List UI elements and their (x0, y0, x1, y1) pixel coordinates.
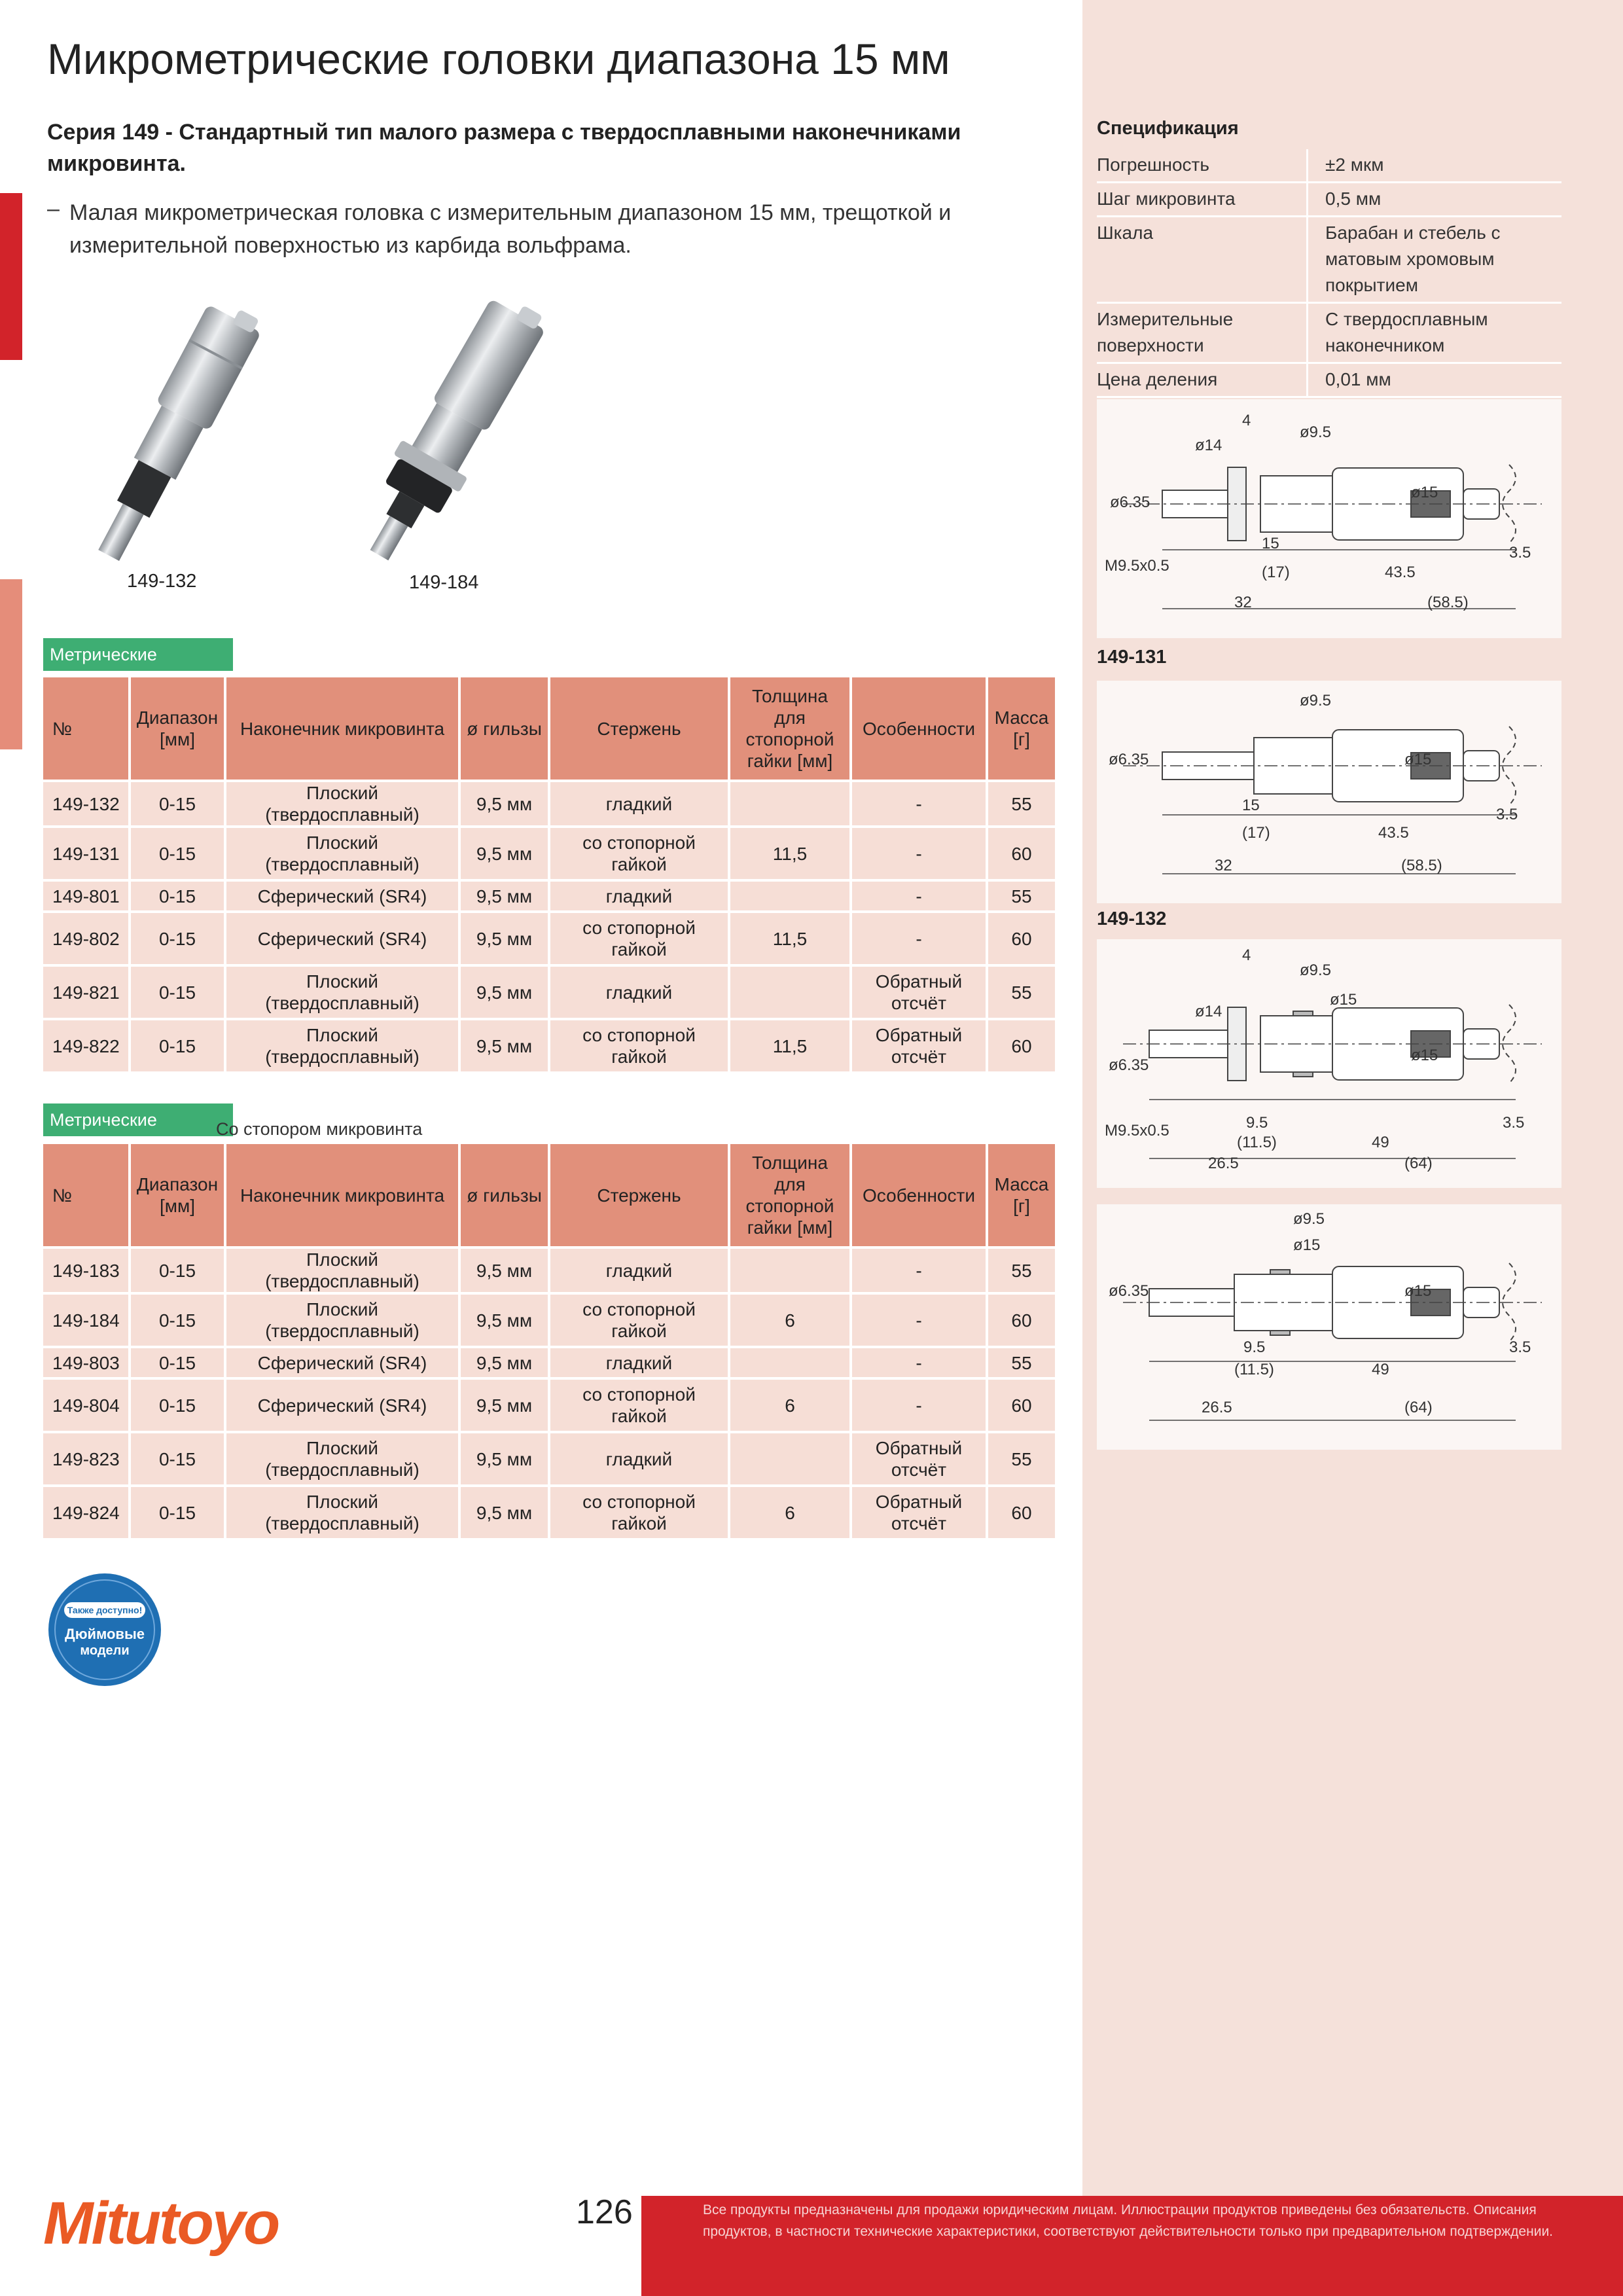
spec-value: 0,01 мм (1308, 363, 1562, 397)
table-cell: Плоский (твердосплавный) (226, 1433, 461, 1487)
table-cell: 9,5 мм (461, 1487, 550, 1541)
order-number-cell: 149-803 (43, 1348, 131, 1380)
table-cell: 9,5 мм (461, 1249, 550, 1295)
table-cell: 9,5 мм (461, 1433, 550, 1487)
table-cell: 0-15 (131, 882, 226, 913)
badge-line-2: Дюймовые (65, 1626, 145, 1642)
table-cell: Обратный отсчёт (852, 1020, 988, 1074)
spec-heading: Спецификация (1097, 118, 1239, 139)
spec-key: Погрешность (1097, 149, 1308, 183)
bullet-dash: – (47, 196, 60, 221)
order-number-cell: 149-801 (43, 882, 131, 913)
table-cell: 55 (988, 1249, 1058, 1295)
technical-drawing (1097, 1204, 1561, 1450)
table-cell: со стопорной гайкой (550, 913, 730, 967)
table-cell: 55 (988, 1433, 1058, 1487)
dimension-label: 43.5 (1378, 824, 1409, 842)
order-number-cell: 149-821 (43, 967, 131, 1020)
column-header: № (43, 677, 131, 782)
spec-value: 0,5 мм (1308, 183, 1562, 217)
table-cell: гладкий (550, 1348, 730, 1380)
badge-line-1: Также доступно! (67, 1605, 143, 1615)
dimension-label: ø14 (1195, 1003, 1222, 1020)
table-cell: - (852, 1249, 988, 1295)
dimension-label: 3.5 (1509, 1338, 1531, 1356)
table-cell: Обратный отсчёт (852, 967, 988, 1020)
table-cell: Сферический (SR4) (226, 1348, 461, 1380)
technical-drawing (1097, 399, 1561, 638)
spec-table (1097, 149, 1561, 398)
dimension-label: ø15 (1293, 1236, 1321, 1254)
table-cell: - (852, 913, 988, 967)
column-header: Масса [г] (988, 1144, 1058, 1249)
order-number-cell: 149-804 (43, 1380, 131, 1433)
dimension-label: ø6.35 (1109, 1056, 1149, 1074)
order-number-cell: 149-822 (43, 1020, 131, 1074)
series-title: Серия 149 - Стандартный тип малого размера с твердосплавными наконечниками микровинта. (47, 120, 961, 176)
column-header: Диапазон [мм] (131, 677, 226, 782)
dimension-label: M9.5x0.5 (1105, 557, 1169, 575)
column-header: Стержень (550, 677, 730, 782)
dimension-label: ø9.5 (1300, 692, 1332, 709)
table-cell: 60 (988, 1295, 1058, 1348)
product-table-2 (43, 1144, 1058, 1541)
dimension-label: 26.5 (1202, 1399, 1232, 1416)
dimension-label: 3.5 (1496, 806, 1518, 823)
table-cell: 0-15 (131, 1433, 226, 1487)
table-row (43, 1433, 1058, 1487)
product-table-1 (43, 677, 1058, 1074)
table-cell: 9,5 мм (461, 1348, 550, 1380)
spec-key: Цена деления (1097, 363, 1308, 397)
dimension-label: ø15 (1404, 751, 1432, 768)
table-cell: Плоский (твердосплавный) (226, 782, 461, 828)
footer-disclaimer: Все продукты предназначены для продажи юридическим лицам. Иллюстрации продуктов приведены без обязательств. Описания продуктов, в частности технические характеристики, соответствуют действительности только при предварительном подтверждении. (703, 2202, 1554, 2239)
table-cell: 55 (988, 782, 1058, 828)
column-header: № (43, 1144, 131, 1249)
dimension-label: 15 (1262, 535, 1279, 552)
table-row (43, 782, 1058, 828)
table-row (43, 1295, 1058, 1348)
dimension-label: 32 (1234, 594, 1252, 611)
table-cell (730, 882, 852, 913)
product-photo-149-132 (46, 293, 288, 568)
dimension-label: (11.5) (1237, 1134, 1277, 1151)
dimension-label: 26.5 (1208, 1155, 1239, 1172)
table-cell: 0-15 (131, 1348, 226, 1380)
dimension-label: ø9.5 (1300, 961, 1332, 979)
salmon-accent-bar (0, 579, 22, 749)
table-cell (730, 1433, 852, 1487)
table-cell (730, 1249, 852, 1295)
dimension-label: ø15 (1330, 991, 1357, 1009)
table-cell: 11,5 (730, 1020, 852, 1074)
table-cell: 60 (988, 1020, 1058, 1074)
table-cell: Плоский (твердосплавный) (226, 1020, 461, 1074)
dimension-label: 49 (1372, 1361, 1389, 1378)
dimension-label: 9.5 (1243, 1338, 1266, 1356)
table-cell: - (852, 1380, 988, 1433)
table-row (43, 913, 1058, 967)
table-cell: 60 (988, 828, 1058, 882)
column-header: Наконечник микровинта (226, 1144, 461, 1249)
dimension-label: 9.5 (1246, 1114, 1268, 1132)
table-cell: 60 (988, 1487, 1058, 1541)
description: Малая микрометрическая головка с измерительным диапазоном 15 мм, трещоткой и измерительной поверхностью из карбида вольфрама. (69, 200, 952, 258)
table-header-row (43, 677, 1058, 782)
table-cell: со стопорной гайкой (550, 1295, 730, 1348)
table-cell: - (852, 828, 988, 882)
drawing-label: 149-132 (1097, 908, 1167, 929)
spec-row (1097, 183, 1561, 217)
order-number-cell: 149-824 (43, 1487, 131, 1541)
drawing-label: 149-131 (1097, 647, 1167, 668)
table-cell: Плоский (твердосплавный) (226, 828, 461, 882)
table-row (43, 1249, 1058, 1295)
table-cell: гладкий (550, 882, 730, 913)
table-cell: 9,5 мм (461, 882, 550, 913)
table-row (43, 1487, 1058, 1541)
table-cell: - (852, 1348, 988, 1380)
spec-row (1097, 303, 1561, 363)
column-header: Наконечник микровинта (226, 677, 461, 782)
table-tag-metric: Метрические (43, 1103, 233, 1136)
column-header: Толщина для стопорной гайки [мм] (730, 677, 852, 782)
order-number-cell: 149-802 (43, 913, 131, 967)
dimension-label: ø14 (1195, 437, 1222, 454)
spec-row (1097, 363, 1561, 397)
photo-label: 149-184 (409, 572, 479, 593)
mitutoyo-logo: Mitutoyo (43, 2190, 279, 2257)
spec-value: С твердосплавным наконечником (1308, 303, 1562, 363)
dimension-label: (64) (1404, 1155, 1433, 1172)
table-cell (730, 1348, 852, 1380)
dimension-label: ø9.5 (1293, 1210, 1325, 1228)
table-cell: 0-15 (131, 782, 226, 828)
column-header: Особенности (852, 1144, 988, 1249)
dimension-label: ø6.35 (1110, 493, 1150, 511)
table-cell: гладкий (550, 1249, 730, 1295)
order-number-cell: 149-823 (43, 1433, 131, 1487)
dimension-label: 3.5 (1503, 1114, 1525, 1132)
order-number-cell: 149-184 (43, 1295, 131, 1348)
table-cell: 55 (988, 882, 1058, 913)
dimension-label: 32 (1215, 857, 1232, 874)
dimension-label: 49 (1372, 1134, 1389, 1151)
table-row (43, 1020, 1058, 1074)
badge-line-3: модели (80, 1643, 130, 1658)
column-header: Диапазон [мм] (131, 1144, 226, 1249)
dimension-label: ø15 (1404, 1282, 1432, 1300)
column-header: Толщина для стопорной гайки [мм] (730, 1144, 852, 1249)
table-cell: Сферический (SR4) (226, 882, 461, 913)
table-cell: 0-15 (131, 1295, 226, 1348)
spec-key: Измерительные поверхности (1097, 303, 1308, 363)
table-cell: Плоский (твердосплавный) (226, 1295, 461, 1348)
table-cell: 0-15 (131, 1487, 226, 1541)
table-cell: 9,5 мм (461, 1020, 550, 1074)
dimension-label: 3.5 (1509, 544, 1531, 562)
dimension-label: (58.5) (1427, 594, 1469, 611)
table-cell: Сферический (SR4) (226, 1380, 461, 1433)
table-cell: со стопорной гайкой (550, 1380, 730, 1433)
dimension-label: 43.5 (1385, 564, 1416, 581)
table-cell: - (852, 882, 988, 913)
table-cell: 11,5 (730, 828, 852, 882)
table-cell: Плоский (твердосплавный) (226, 1249, 461, 1295)
dimension-label: (58.5) (1401, 857, 1442, 874)
table-cell: 9,5 мм (461, 1295, 550, 1348)
dimension-label: (17) (1262, 564, 1290, 581)
table-cell: Обратный отсчёт (852, 1433, 988, 1487)
table-cell: Плоский (твердосплавный) (226, 967, 461, 1020)
dimension-label: 15 (1242, 797, 1260, 814)
dimension-label: ø6.35 (1109, 1282, 1149, 1300)
table-cell: 6 (730, 1487, 852, 1541)
table-row (43, 1380, 1058, 1433)
spec-value: Барабан и стебель с матовым хромовым покрытием (1308, 217, 1562, 303)
table-cell: 9,5 мм (461, 913, 550, 967)
table-row (43, 828, 1058, 882)
table-row (43, 967, 1058, 1020)
table-cell: 55 (988, 1348, 1058, 1380)
red-accent-bar (0, 193, 22, 360)
table-cell (730, 782, 852, 828)
table-cell: - (852, 782, 988, 828)
dimension-label: (17) (1242, 824, 1270, 842)
table-row (43, 882, 1058, 913)
page-title: Микрометрические головки диапазона 15 мм (47, 35, 950, 83)
table-cell: 55 (988, 967, 1058, 1020)
column-header: ø гильзы (461, 1144, 550, 1249)
table-cell: 0-15 (131, 828, 226, 882)
dimension-label: M9.5x0.5 (1105, 1122, 1169, 1139)
table-cell: Плоский (твердосплавный) (226, 1487, 461, 1541)
table-cell: гладкий (550, 967, 730, 1020)
table-cell: 0-15 (131, 1249, 226, 1295)
table-cell: 0-15 (131, 913, 226, 967)
dimension-label: ø15 (1411, 1047, 1438, 1064)
table-cell: 6 (730, 1295, 852, 1348)
table-cell: 6 (730, 1380, 852, 1433)
column-header: Стержень (550, 1144, 730, 1249)
table-cell: 9,5 мм (461, 782, 550, 828)
table-note: Со стопором микровинта (216, 1119, 423, 1139)
technical-drawing (1097, 939, 1561, 1188)
table-cell: 0-15 (131, 1380, 226, 1433)
spec-key: Шаг микровинта (1097, 183, 1308, 217)
dimension-label: 4 (1242, 946, 1251, 964)
table-cell (730, 967, 852, 1020)
dimension-label: 4 (1242, 412, 1251, 429)
spec-row (1097, 217, 1561, 303)
table-header-row (43, 1144, 1058, 1249)
table-tag-metric: Метрические (43, 638, 233, 671)
order-number-cell: 149-132 (43, 782, 131, 828)
table-cell: 9,5 мм (461, 828, 550, 882)
table-cell: со стопорной гайкой (550, 1487, 730, 1541)
column-header: Масса [г] (988, 677, 1058, 782)
spec-key: Шкала (1097, 217, 1308, 303)
dimension-label: ø6.35 (1109, 751, 1149, 768)
photo-label: 149-132 (127, 571, 197, 592)
table-cell: 0-15 (131, 967, 226, 1020)
column-header: ø гильзы (461, 677, 550, 782)
table-cell: 0-15 (131, 1020, 226, 1074)
spec-row (1097, 149, 1561, 183)
table-cell: 60 (988, 1380, 1058, 1433)
table-cell: 60 (988, 913, 1058, 967)
dimension-label: ø9.5 (1300, 423, 1332, 441)
inch-models-badge[interactable] (47, 1572, 162, 1687)
product-photo-149-184 (314, 293, 576, 568)
table-cell: Сферический (SR4) (226, 913, 461, 967)
table-cell: гладкий (550, 782, 730, 828)
dimension-label: ø15 (1411, 484, 1438, 501)
dimension-label: (11.5) (1234, 1361, 1274, 1378)
table-cell: 11,5 (730, 913, 852, 967)
table-cell: Обратный отсчёт (852, 1487, 988, 1541)
table-cell: гладкий (550, 1433, 730, 1487)
order-number-cell: 149-131 (43, 828, 131, 882)
table-cell: со стопорной гайкой (550, 1020, 730, 1074)
table-row (43, 1348, 1058, 1380)
table-cell: - (852, 1295, 988, 1348)
table-cell: 9,5 мм (461, 967, 550, 1020)
technical-drawing (1097, 681, 1561, 903)
page-number: 126 (576, 2193, 633, 2231)
column-header: Особенности (852, 677, 988, 782)
dimension-label: (64) (1404, 1399, 1433, 1416)
order-number-cell: 149-183 (43, 1249, 131, 1295)
table-cell: 9,5 мм (461, 1380, 550, 1433)
spec-value: ±2 мкм (1308, 149, 1562, 183)
table-cell: со стопорной гайкой (550, 828, 730, 882)
